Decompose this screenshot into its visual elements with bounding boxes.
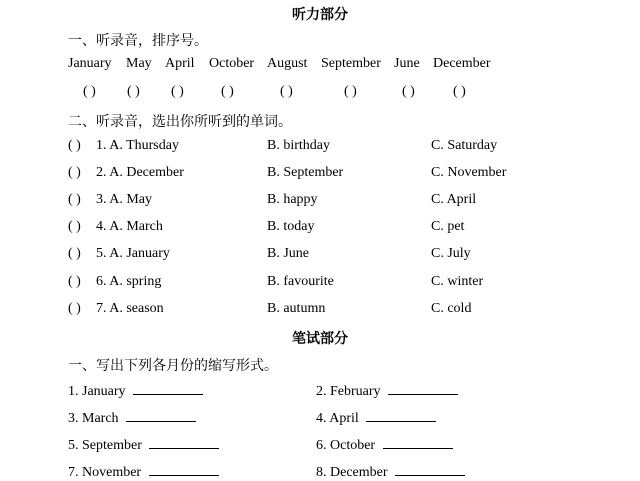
month-label: 3. March bbox=[68, 411, 119, 426]
choice-a: 3. A. May bbox=[96, 192, 152, 207]
month-word: April bbox=[165, 56, 195, 71]
answer-bracket[interactable]: ( ) bbox=[402, 84, 415, 99]
choice-c: C. November bbox=[431, 165, 507, 180]
listening-section2-title: 二、听录音，选出你所听到的单词。 bbox=[68, 114, 292, 130]
choice-a: 2. A. December bbox=[96, 165, 184, 180]
abbreviation-item bbox=[316, 382, 458, 400]
answer-bracket[interactable]: ( ) bbox=[83, 84, 96, 99]
choice-a: 7. A. season bbox=[96, 301, 164, 316]
listening-section1-title: 一、听录音，排序号。 bbox=[68, 33, 208, 49]
month-label: 4. April bbox=[316, 411, 359, 426]
choice-b: B. birthday bbox=[267, 138, 330, 153]
answer-blank[interactable] bbox=[149, 436, 219, 449]
choice-c: C. winter bbox=[431, 274, 484, 289]
month-word: December bbox=[433, 56, 491, 71]
answer-blank[interactable] bbox=[126, 409, 196, 422]
month-word: January bbox=[68, 56, 112, 71]
choice-c: C. July bbox=[431, 246, 471, 261]
abbreviation-item bbox=[68, 463, 219, 481]
writing-heading: 笔试部分 bbox=[292, 331, 348, 347]
choice-a: 6. A. spring bbox=[96, 274, 162, 289]
choice-b: B. autumn bbox=[267, 301, 326, 316]
answer-bracket[interactable]: ( ) bbox=[280, 84, 293, 99]
month-word: September bbox=[321, 56, 381, 71]
answer-blank[interactable] bbox=[388, 382, 458, 395]
month-label: 7. November bbox=[68, 465, 142, 480]
choice-c: C. April bbox=[431, 192, 477, 207]
answer-blank[interactable] bbox=[133, 382, 203, 395]
choice-b: B. today bbox=[267, 219, 315, 234]
abbreviation-item bbox=[316, 409, 436, 427]
answer-bracket[interactable]: ( ) bbox=[453, 84, 466, 99]
listening-heading: 听力部分 bbox=[292, 7, 348, 23]
abbreviation-item bbox=[68, 382, 203, 400]
month-label: 1. January bbox=[68, 384, 126, 399]
answer-blank[interactable] bbox=[366, 409, 436, 422]
answer-blank[interactable] bbox=[149, 463, 219, 476]
abbreviation-item bbox=[316, 436, 453, 454]
month-word: May bbox=[126, 56, 152, 71]
answer-bracket[interactable]: ( ) bbox=[68, 219, 81, 234]
month-label: 5. September bbox=[68, 438, 142, 453]
answer-bracket[interactable]: ( ) bbox=[68, 274, 81, 289]
abbreviation-item bbox=[68, 409, 196, 427]
choice-a: 4. A. March bbox=[96, 219, 163, 234]
answer-blank[interactable] bbox=[383, 436, 453, 449]
choice-c: C. cold bbox=[431, 301, 472, 316]
answer-bracket[interactable]: ( ) bbox=[68, 301, 81, 316]
choice-b: B. September bbox=[267, 165, 344, 180]
choice-b: B. favourite bbox=[267, 274, 334, 289]
answer-bracket[interactable]: ( ) bbox=[344, 84, 357, 99]
choice-c: C. Saturday bbox=[431, 138, 498, 153]
writing-section1-title: 一、写出下列各月份的缩写形式。 bbox=[68, 358, 278, 374]
month-label: 2. February bbox=[316, 384, 381, 399]
answer-bracket[interactable]: ( ) bbox=[68, 138, 81, 153]
abbreviation-item bbox=[68, 436, 219, 454]
answer-bracket[interactable]: ( ) bbox=[68, 246, 81, 261]
month-label: 6. October bbox=[316, 438, 376, 453]
abbreviation-item bbox=[316, 463, 465, 481]
answer-bracket[interactable]: ( ) bbox=[68, 192, 81, 207]
month-word: October bbox=[209, 56, 255, 71]
answer-bracket[interactable]: ( ) bbox=[68, 165, 81, 180]
choice-a: 1. A. Thursday bbox=[96, 138, 179, 153]
month-word: August bbox=[267, 56, 308, 71]
answer-bracket[interactable]: ( ) bbox=[171, 84, 184, 99]
answer-bracket[interactable]: ( ) bbox=[221, 84, 234, 99]
month-label: 8. December bbox=[316, 465, 388, 480]
choice-b: B. happy bbox=[267, 192, 318, 207]
choice-c: C. pet bbox=[431, 219, 465, 234]
choice-a: 5. A. January bbox=[96, 246, 170, 261]
answer-bracket[interactable]: ( ) bbox=[127, 84, 140, 99]
month-word: June bbox=[394, 56, 420, 71]
choice-b: B. June bbox=[267, 246, 309, 261]
answer-blank[interactable] bbox=[395, 463, 465, 476]
